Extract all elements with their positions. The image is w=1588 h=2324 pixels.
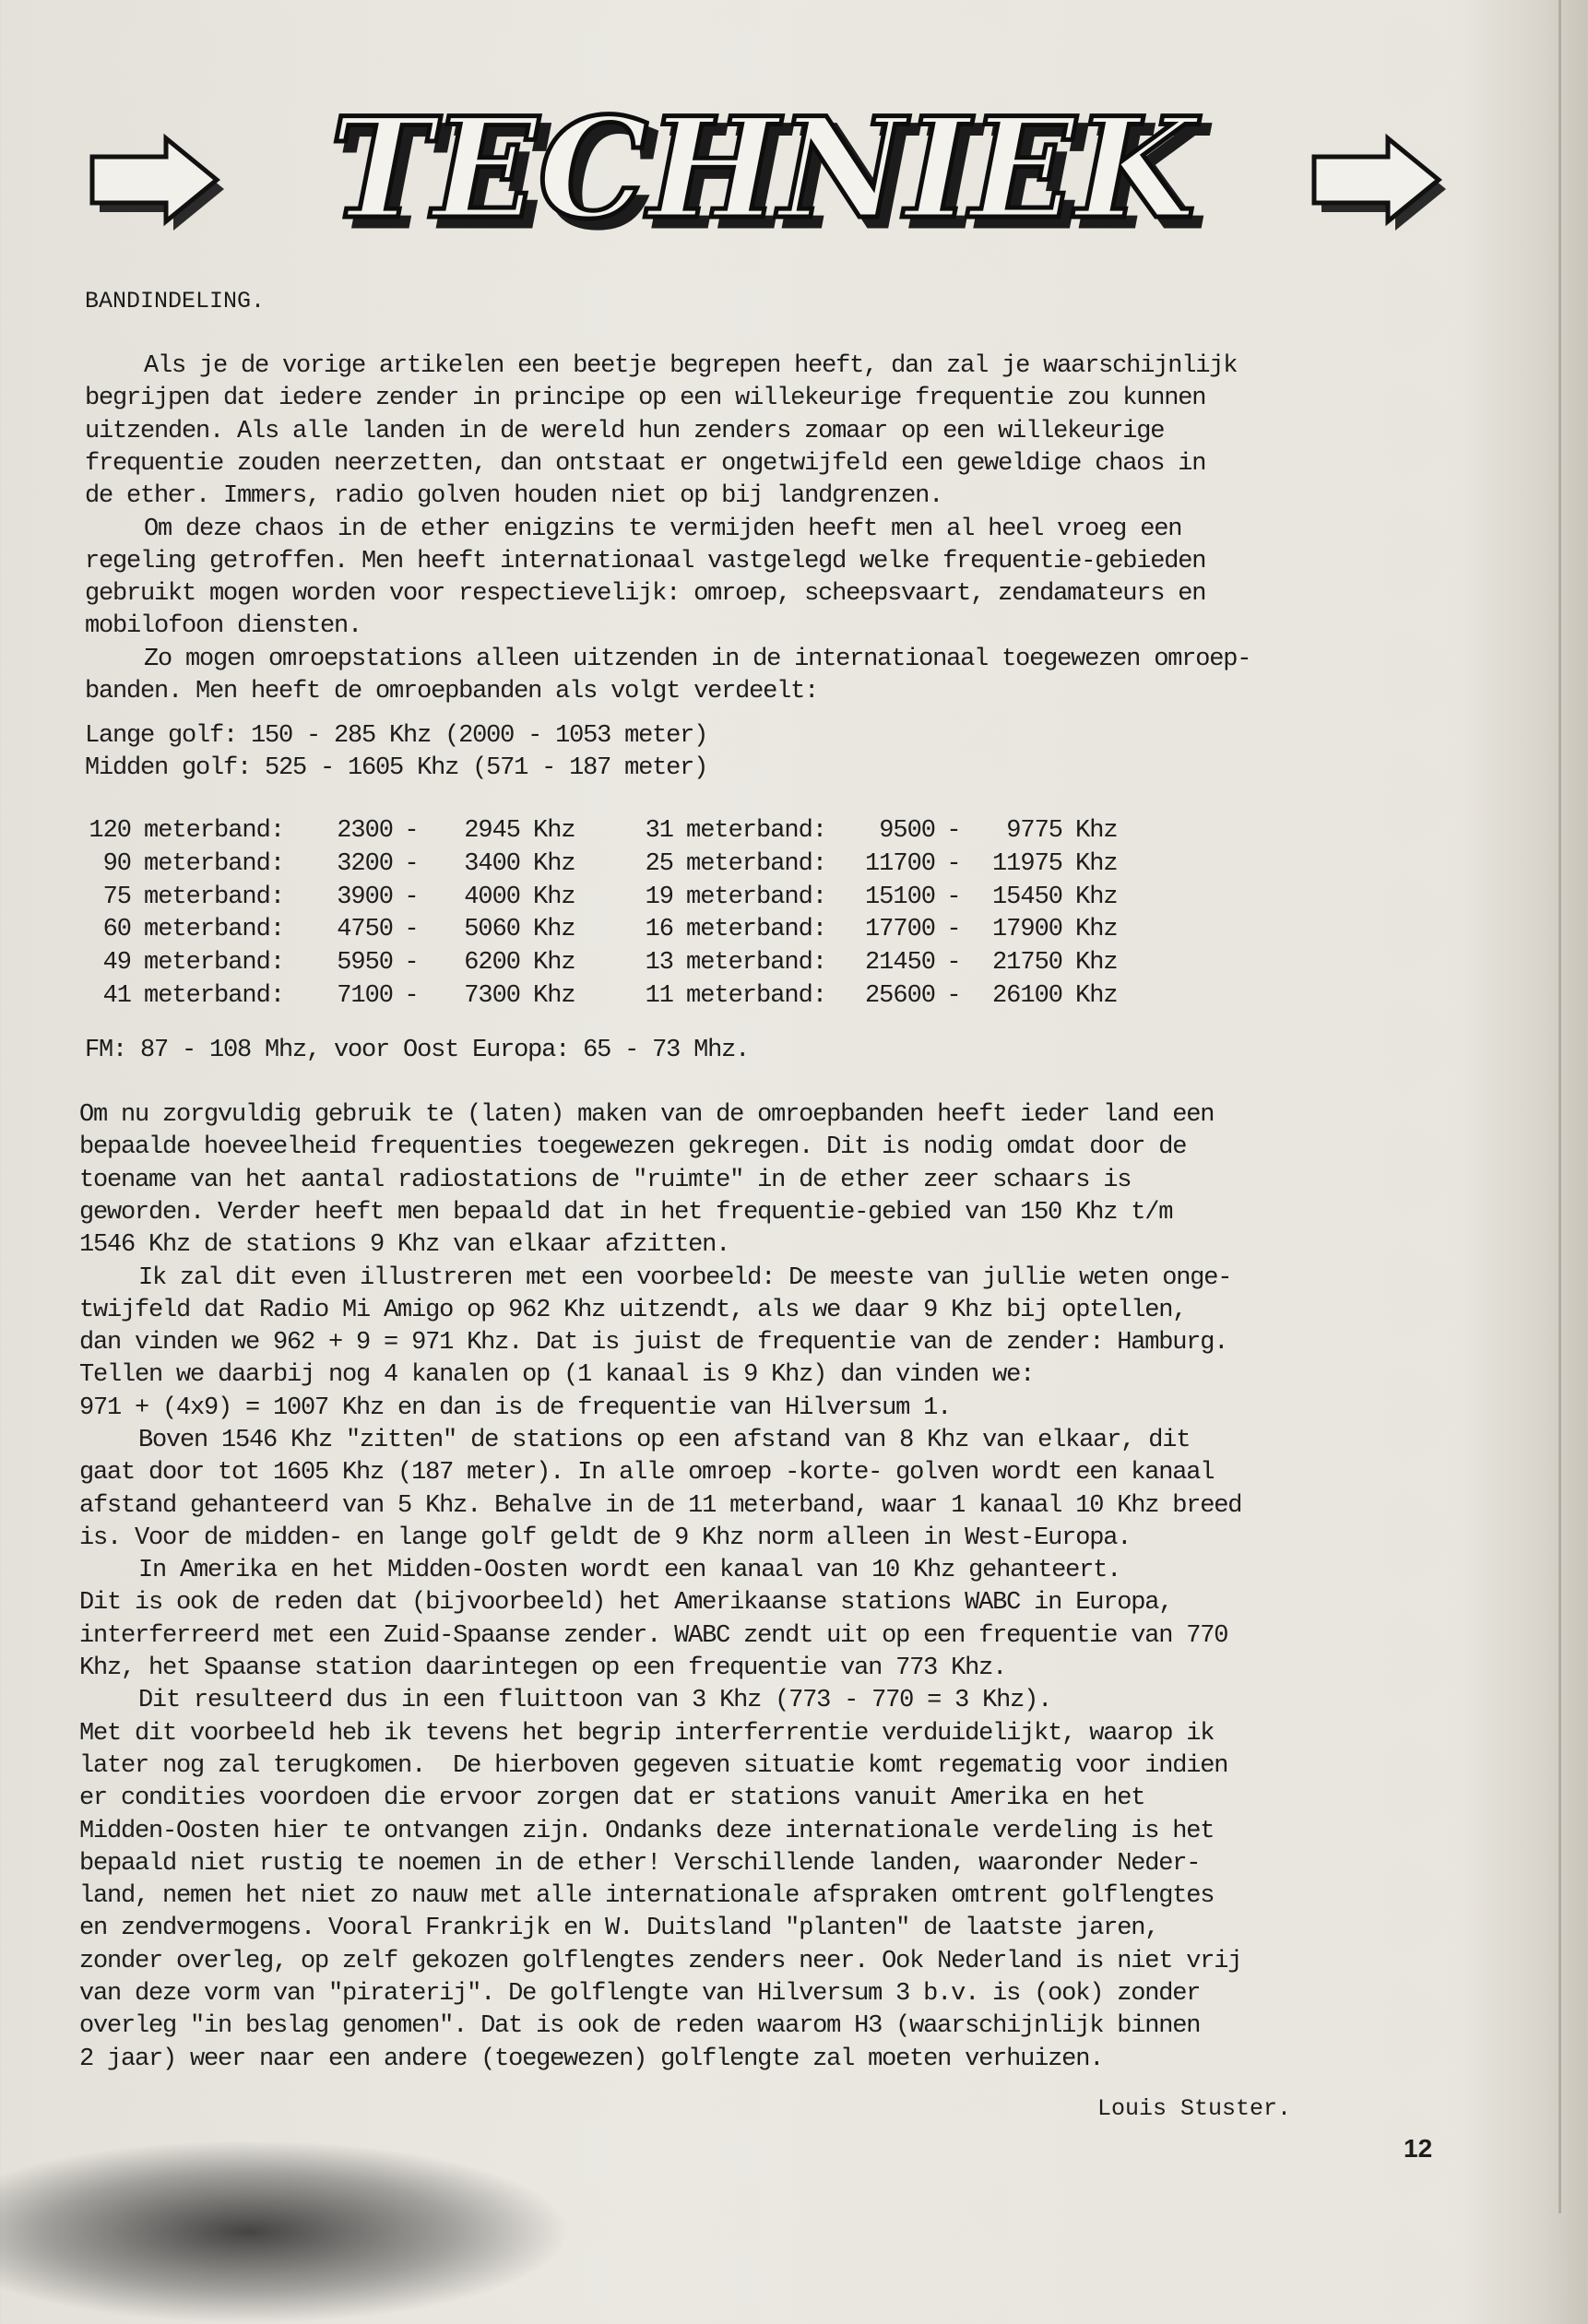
text-line: bepaalde hoeveelheid frequenties toegewezen gekregen. Dit is nodig omdat door de	[79, 1133, 1187, 1162]
band-from: 7100	[337, 981, 393, 1010]
band-label: meterband:	[144, 817, 285, 845]
band-label: meterband:	[686, 916, 827, 944]
paragraph	[85, 514, 1205, 644]
band-unit: Khz	[1075, 949, 1118, 978]
band-dash: -	[404, 981, 419, 1010]
paragraph	[79, 1555, 1227, 1685]
text-line: Tellen we daarbij nog 4 kanalen op (1 kanaal is 9 Khz) dan vinden we:	[79, 1361, 1035, 1390]
text-line: 971 + (4x9) = 1007 Khz en dan is de frequentie van Hilversum 1.	[79, 1393, 952, 1422]
band-from: 3900	[337, 883, 393, 911]
band-dash: -	[946, 949, 961, 978]
band-meters: 120	[89, 817, 131, 845]
band-meters: 13	[645, 949, 673, 978]
paragraph	[79, 1099, 1214, 1262]
band-dash: -	[404, 849, 419, 878]
text-line: geworden. Verder heeft men bepaald dat in het frequentie-gebied van 150 Khz t/m	[79, 1198, 1173, 1227]
text-line: er condities voordoen die ervoor zorgen dat er stations vanuit Amerika en het	[79, 1784, 1145, 1813]
band-to: 21750	[991, 949, 1062, 978]
text-line: toename van het aantal radiostations de "ruimte" in de ether zeer schaars is	[79, 1166, 1132, 1194]
band-dash: -	[946, 981, 961, 1010]
band-unit: Khz	[533, 916, 575, 944]
band-from: 4750	[337, 916, 393, 944]
text-line: zonder overleg, op zelf gekozen golflengtes zenders neer. Ook Nederland is niet vrij	[79, 1947, 1242, 1975]
text-line: banden. Men heeft de omroepbanden als volgt verdeelt:	[85, 677, 819, 706]
long-wave-line: Lange golf: 150 - 285 Khz (2000 - 1053 meter)	[85, 722, 708, 750]
text-line: Dit is ook de reden dat (bijvoorbeeld) het Amerikaanse stations WABC in Europa,	[79, 1589, 1173, 1618]
band-meters: 60	[102, 916, 131, 944]
paragraph	[85, 350, 1237, 513]
text-line: is. Voor de midden- en lange golf geldt de 9 Khz norm alleen in West-Europa.	[79, 1524, 1132, 1552]
band-dash: -	[946, 916, 961, 944]
band-row	[614, 848, 1118, 882]
band-label: meterband:	[144, 916, 285, 944]
band-dash: -	[946, 883, 961, 911]
text-line: begrijpen dat iedere zender in principe op een willekeurige frequentie zou kunnen	[85, 385, 1206, 413]
text-line: gaat door tot 1605 Khz (187 meter). In alle omroep -korte- golven wordt een kanaal	[79, 1459, 1215, 1488]
text-line: regeling getroffen. Men heeft internationaal vastgelegd welke frequentie-gebieden	[85, 547, 1206, 575]
band-label: meterband:	[144, 883, 285, 911]
text-line: Khz, het Spaanse station daarintegen op een frequentie van 773 Khz.	[79, 1654, 1007, 1683]
band-from: 11700	[864, 849, 935, 878]
paragraph	[79, 1685, 1241, 2076]
techniek-logo	[78, 88, 1462, 254]
band-to: 3400	[464, 849, 520, 878]
band-unit: Khz	[533, 883, 575, 911]
band-to: 26100	[991, 981, 1062, 1010]
band-meters: 11	[645, 981, 673, 1010]
band-row	[614, 914, 1118, 947]
text-line: van deze vorm van "piraterij". De golflengte van Hilversum 3 b.v. is (ook) zonder	[79, 1980, 1201, 2009]
band-from: 5950	[337, 949, 393, 978]
band-row	[614, 947, 1118, 980]
paragraph	[79, 1425, 1241, 1555]
section-heading: BANDINDELING.	[85, 288, 266, 314]
band-meters: 31	[645, 817, 673, 845]
band-dash: -	[404, 817, 419, 845]
band-row	[72, 914, 575, 947]
band-dash: -	[946, 817, 961, 845]
band-to: 15450	[991, 883, 1062, 911]
logo-title: TECHNIEK	[329, 88, 1196, 250]
band-label: meterband:	[686, 883, 827, 911]
band-label: meterband:	[144, 949, 285, 978]
author-signature: Louis Stuster.	[1097, 2095, 1292, 2122]
band-row	[614, 980, 1118, 1014]
band-row	[72, 882, 575, 915]
band-row	[72, 848, 575, 882]
band-from: 21450	[864, 949, 935, 978]
text-line: Midden-Oosten hier te ontvangen zijn. Ondanks deze internationale verdeling is het	[79, 1817, 1215, 1845]
text-line: Boven 1546 Khz "zitten" de stations op een afstand van 8 Khz van elkaar, dit	[138, 1427, 1191, 1454]
text-line: afstand gehanteerd van 5 Khz. Behalve in de 11 meterband, waar 1 kanaal 10 Khz breed	[79, 1491, 1242, 1520]
band-unit: Khz	[533, 817, 575, 845]
band-table-left	[72, 815, 575, 1014]
band-to: 9775	[1006, 817, 1062, 845]
band-meters: 41	[102, 981, 131, 1010]
band-from: 9500	[879, 817, 935, 845]
band-meters: 19	[645, 883, 673, 911]
text-line: Zo mogen omroepstations alleen uitzenden in de internationaal toegewezen omroep-	[144, 645, 1251, 673]
band-to: 5060	[464, 916, 520, 944]
band-from: 15100	[864, 883, 935, 911]
band-label: meterband:	[686, 817, 827, 845]
band-unit: Khz	[1075, 883, 1118, 911]
page-fold	[1558, 0, 1561, 2213]
text-line: frequentie zouden neerzetten, dan ontstaat er ongetwijfeld een geweldige chaos in	[85, 449, 1206, 478]
band-meters: 75	[102, 883, 131, 911]
text-line: Als je de vorige artikelen een beetje begrepen heeft, dan zal je waarschijnlijk	[144, 352, 1238, 380]
band-table-right	[614, 815, 1118, 1014]
band-unit: Khz	[1075, 916, 1118, 944]
long-medium-wave	[85, 720, 707, 786]
text-line: Om deze chaos in de ether enigzins te vermijden heeft men al heel vroeg een	[144, 515, 1182, 543]
band-dash: -	[404, 916, 419, 944]
text-line: Ik zal dit even illustreren met een voorbeeld: De meeste van jullie weten onge-	[138, 1263, 1232, 1292]
text-line: mobilofoon diensten.	[85, 612, 362, 641]
text-line: land, nemen het niet zo nauw met alle internationale afspraken omtrent golflengtes	[79, 1882, 1215, 1911]
band-label: meterband:	[686, 949, 827, 978]
band-label: meterband:	[144, 981, 285, 1010]
band-unit: Khz	[533, 949, 575, 978]
left-arrow-icon	[92, 138, 224, 231]
band-meters: 25	[645, 849, 673, 878]
band-from: 25600	[864, 981, 935, 1010]
band-unit: Khz	[1075, 849, 1118, 878]
band-row	[614, 882, 1118, 915]
fm-line: FM: 87 - 108 Mhz, voor Oost Europa: 65 - 73 Mhz.	[85, 1037, 750, 1064]
text-line: uitzenden. Als alle landen in de wereld hun zenders zomaar op een willekeurige	[85, 417, 1165, 445]
text-line: later nog zal terugkomen. De hierboven gegeven situatie komt regematig voor indien	[79, 1751, 1228, 1780]
band-to: 4000	[464, 883, 520, 911]
band-label: meterband:	[144, 849, 285, 878]
text-line: Om nu zorgvuldig gebruik te (laten) maken van de omroepbanden heeft ieder land een	[79, 1101, 1215, 1129]
band-meters: 90	[102, 849, 131, 878]
text-line: overleg "in beslag genomen". Dat is ook de reden waarom H3 (waarschijnlijk binnen	[79, 2012, 1201, 2041]
band-label: meterband:	[686, 981, 827, 1010]
band-row	[72, 947, 575, 980]
band-to: 6200	[464, 949, 520, 978]
band-unit: Khz	[533, 981, 575, 1010]
band-to: 17900	[991, 916, 1062, 944]
band-to: 11975	[991, 849, 1062, 878]
text-line: twijfeld dat Radio Mi Amigo op 962 Khz uitzendt, als we daar 9 Khz bij optellen,	[79, 1296, 1187, 1324]
text-line: Met dit voorbeeld heb ik tevens het begrip interferrentie verduidelijkt, waarop ik	[79, 1719, 1215, 1748]
scan-shadow	[0, 2140, 572, 2324]
text-line: gebruikt mogen worden voor respectievelijk: omroep, scheepsvaart, zendamateurs en	[85, 580, 1206, 609]
band-meters: 16	[645, 916, 673, 944]
band-meters: 49	[102, 949, 131, 978]
band-dash: -	[404, 949, 419, 978]
medium-wave-line: Midden golf: 525 - 1605 Khz (571 - 187 meter)	[85, 754, 708, 783]
text-line: In Amerika en het Midden-Oosten wordt een kanaal van 10 Khz gehanteert.	[138, 1557, 1121, 1585]
band-to: 7300	[464, 981, 520, 1010]
text-line: en zendvermogens. Vooral Frankrijk en W. Duitsland "planten" de laatste jaren,	[79, 1915, 1159, 1943]
band-label: meterband:	[686, 849, 827, 878]
band-unit: Khz	[1075, 817, 1118, 845]
text-line: dan vinden we 962 + 9 = 971 Khz. Dat is juist de frequentie van de zender: Hamburg.	[79, 1329, 1228, 1358]
text-line: bepaald niet rustig te noemen in de ether! Verschillende landen, waaronder Neder-	[79, 1849, 1201, 1878]
band-from: 3200	[337, 849, 393, 878]
band-to: 2945	[464, 817, 520, 845]
band-row	[72, 815, 575, 848]
band-row	[72, 980, 575, 1014]
right-arrow-icon	[1314, 138, 1446, 231]
band-dash: -	[946, 849, 961, 878]
text-line: Dit resulteerd dus in een fluittoon van 3 Khz (773 - 770 = 3 Khz).	[138, 1687, 1052, 1715]
paragraph	[79, 1263, 1231, 1425]
band-from: 17700	[864, 916, 935, 944]
band-from: 2300	[337, 817, 393, 845]
band-unit: Khz	[533, 849, 575, 878]
text-line: interferreerd met een Zuid-Spaanse zender. WABC zendt uit op een frequentie van 770	[79, 1621, 1228, 1650]
band-dash: -	[404, 883, 419, 911]
band-unit: Khz	[1075, 981, 1118, 1010]
text-line: 2 jaar) weer naar een andere (toegewezen) golflengte zal moeten verhuizen.	[79, 2045, 1104, 2073]
page-number: 12	[1404, 2134, 1433, 2163]
text-line: 1546 Khz de stations 9 Khz van elkaar afzitten.	[79, 1231, 730, 1260]
text-line: de ether. Immers, radio golven houden niet op bij landgrenzen.	[85, 482, 943, 511]
paragraph	[85, 644, 1250, 709]
band-row	[614, 815, 1118, 848]
